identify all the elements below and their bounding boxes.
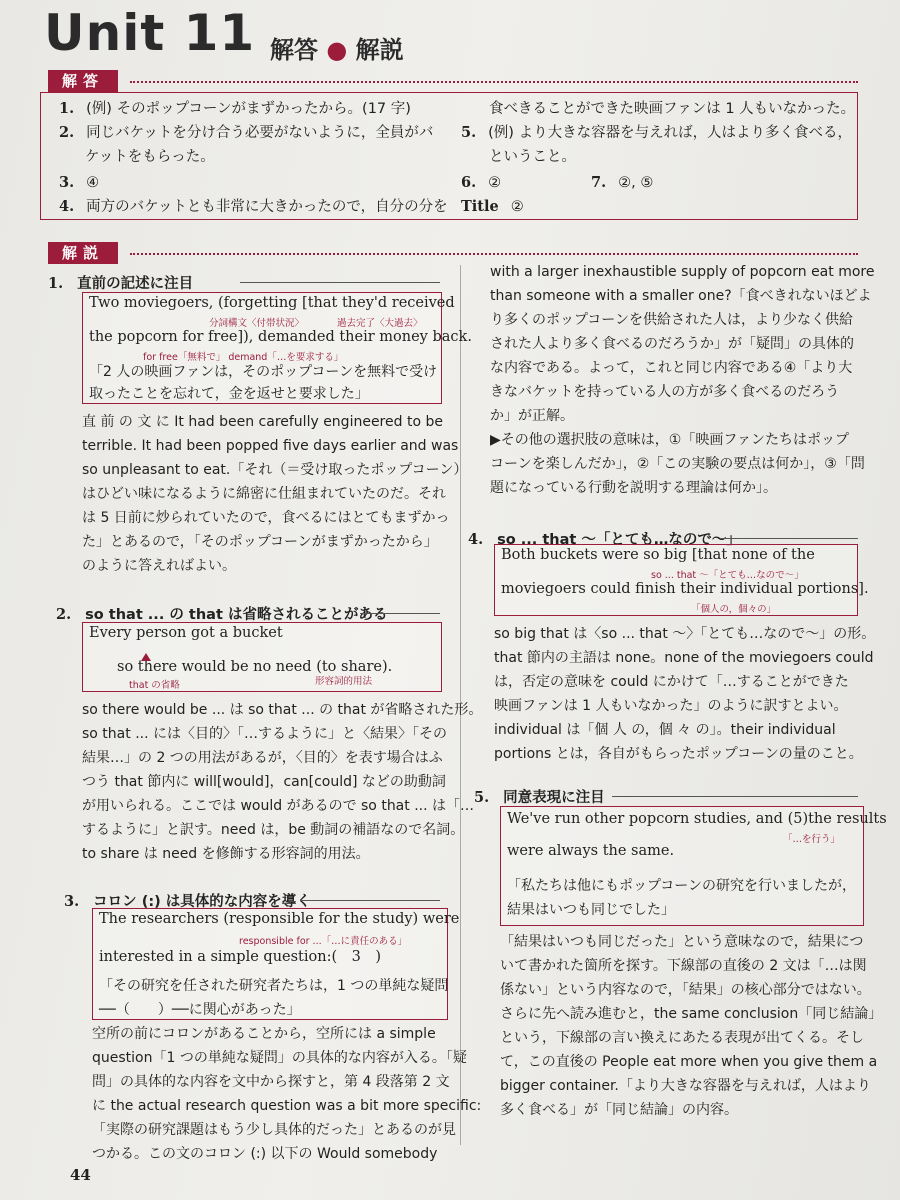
s5-body-line: bigger container.「より大きな容器を与えれば，人はより (500, 1078, 871, 1094)
section-5-rule (612, 796, 858, 797)
section-1-rule (240, 282, 440, 283)
s3-note-1: responsible for ...「…に責任のある」 (239, 936, 408, 947)
s2-note-1: that の省略 (129, 680, 180, 691)
s1-body-line: は 5 日前に炒られていたので，食べるにはとてもまずかっ (82, 510, 450, 526)
answers-label: 解答 (48, 70, 118, 92)
s3cont-body-line: コーンを楽しんだか」，②「この実験の要点は何か」，③「問 (490, 456, 865, 472)
s5-jp-line-2: 結果はいつも同じでした」 (507, 902, 675, 918)
s3cont-body-line: ▶その他の選択肢の意味は，①「映画ファンたちはポップ (490, 432, 850, 448)
s3-body-line: 問」の具体的な内容を文中から探すと，第 4 段落第 2 文 (92, 1074, 450, 1090)
answer-5-cont: ということ。 (489, 149, 576, 165)
section-1-quote-box (82, 292, 472, 404)
s4-body-line: portions とは，各自がもらったポップコーンの量のこと。 (494, 746, 863, 762)
explanation-label: 解説 (48, 242, 118, 264)
s4-body-line: that 節内の主語は none。none of the moviegoers could (494, 650, 874, 666)
s3-body-line: 空所の前にコロンがあることから，空所には a simple (92, 1026, 436, 1042)
s2-body-line: so that ... には〈目的〉「…するように」と〈結果〉「その (82, 726, 447, 742)
s3cont-body-line: きなバケットを持っている人の方が多く食べるのだろう (490, 384, 840, 400)
answer-7: 7. ②, ⑤ (591, 174, 654, 191)
s5-body-line: 「結果はいつも同じだった」という意味なので，結果につ (500, 934, 864, 950)
unit-title: Unit 11 (44, 4, 256, 62)
answer-4-cont: 食べきることができた映画ファンは 1 人もいなかった。 (489, 101, 856, 117)
s2-body-line: so there would be ... は so that ... の that が省略された形。 (82, 702, 483, 718)
s1-en-line-2: the popcorn for free]), demanded their money back. (89, 329, 472, 345)
answer-5: 5. (例) より大きな容器を与えれば，人はより多く食べる， (461, 124, 853, 141)
s2-en-line-1: Every person got a bucket (89, 625, 283, 641)
s3cont-body-line: than someone with a smaller one?「食べきれないほどよ (490, 288, 872, 304)
answer-4: 4. 両方のバケットとも非常に大きかったので，自分の分を (59, 198, 448, 215)
section-3-rule (300, 900, 440, 901)
s5-body-line: て，この直後の People eat more when you give them a (500, 1054, 878, 1070)
section-4-heading: 4. so ... that 〜「とても…なので〜」 (468, 531, 741, 548)
s4-en-line-2: moviegoers could finish their individual portions]. (501, 581, 869, 597)
s2-body-line: が用いられる。ここでは would があるので so that ... は「… (82, 798, 475, 814)
s3cont-body-line: with a larger inexhaustible supply of popcorn eat more (490, 264, 875, 280)
s4-en-line-1: Both buckets were so big [that none of the (501, 547, 815, 563)
s1-jp-line-2: 取ったことを忘れて，金を返せと要求した」 (89, 386, 369, 402)
answer-2-cont: ケットをもらった。 (85, 149, 215, 165)
s1-body-line: はひどい味になるように綿密に仕組まれていたのだ。それ (82, 486, 446, 502)
s5-body-line: 多く食べる」が「同じ結論」の内容。 (500, 1102, 738, 1118)
answer-3: 3. ④ (59, 174, 100, 191)
s5-en-line-1: We've run other popcorn studies, and (5)the results (507, 811, 887, 827)
section-5-heading: 5. 同意表現に注目 (474, 789, 605, 806)
s1-body-line: 直 前 の 文 に It had been carefully engineered to be (82, 414, 443, 430)
s3cont-body-line: り多くのポップコーンを供給された人は，より少なく供給 (490, 312, 854, 328)
s3cont-body-line: な内容である。よって，これと同じ内容である④「より大 (490, 360, 853, 376)
s2-body-line: するように」と訳す。need は，be 動詞の補語なので名詞。 (82, 822, 465, 838)
s2-body-line: つう that 節内に will[would]，can[could] などの助動詞 (82, 774, 446, 790)
s4-note-2: 「個人の，個々の」 (691, 604, 777, 615)
s2-note-2: 形容詞的用法 (315, 676, 373, 687)
s2-body-line: 結果…」の 2 つの用法があるが，〈目的〉を表す場合はふ (82, 750, 443, 766)
answer-2: 2. 同じバケットを分け合う必要がないように，全員がバ (59, 124, 434, 141)
s1-body-line: terrible. It had been popped five days earlier and was (82, 438, 459, 454)
answer-6: 6. ② (461, 174, 502, 191)
s1-body-line: た」とあるので，「そのポップコーンがまずかったから」 (82, 534, 438, 550)
s5-jp-line-1: 「私たちは他にもポップコーンの研究を行いましたが， (507, 878, 857, 894)
s4-body-line: so big that は〈so ... that 〜〉「とても…なので〜」の形。 (494, 626, 876, 642)
s1-body-line: so unpleasant to eat.「それ（＝受け取ったポップコーン） (82, 462, 468, 478)
subtitle-dot: ● (326, 36, 348, 64)
section-4-rule (720, 538, 858, 539)
s5-body-line: という，下線部の言い換えにあたる表現が出てくる。そし (500, 1030, 864, 1046)
page-number: 44 (70, 1166, 91, 1184)
s5-en-line-2: were always the same. (507, 843, 675, 859)
section-4-quote-box (494, 544, 869, 616)
s3-body-line: に the actual research question was a bit more specific: (92, 1098, 482, 1114)
s4-body-line: 映画ファンは 1 人もいなかった」のように訳すとよい。 (494, 698, 848, 714)
s3-body-line: 「実際の研究課題はもう少し具体的だった」とあるのが見 (92, 1122, 456, 1138)
section-2-quote-box (82, 622, 442, 692)
s1-jp-line-1: 「2 人の映画ファンは，そのポップコーンを無料で受け (89, 364, 438, 380)
s3cont-body-line: 題になっている行動を説明する理論は何か」。 (490, 480, 777, 496)
section-3-heading: 3. コロン (:) は具体的な内容を導く (64, 893, 311, 910)
answer-title: Title ② (461, 198, 524, 215)
subtitle-explanation: 解説 (355, 36, 404, 64)
s3-en-line-1: The researchers (responsible for the study) were (99, 911, 460, 927)
section-1-heading: 1. 直前の記述に注目 (48, 275, 194, 292)
s5-note-1: 「…を行う」 (783, 834, 841, 845)
s4-body-line: individual は「個 人 の，個 々 の」。their individual (494, 722, 836, 738)
answers-box (40, 92, 858, 220)
section-3-quote-box (92, 908, 460, 1020)
subtitle-answers: 解答 (270, 36, 318, 64)
s3cont-body-line: された人より多く食べるのだろうか」が「疑問」の具体的 (490, 336, 854, 352)
s1-body-line: のように答えればよい。 (82, 558, 236, 574)
answers-label-line (130, 81, 858, 83)
unit-subtitle (270, 30, 404, 65)
explanation-label-line (130, 253, 858, 255)
s5-body-line: さらに先へ読み進むと，the same conclusion「同じ結論」 (500, 1006, 883, 1022)
s4-note-1: so ... that 〜「とても…なので〜」 (651, 570, 804, 581)
s3-body-line: つかる。この文のコロン (:) 以下の Would somebody (92, 1146, 438, 1162)
section-2-rule (360, 613, 440, 614)
s3-body-line: question「1 つの単純な疑問」の具体的な内容が入る。「疑 (92, 1050, 467, 1066)
s2-body-line: to share は need を修飾する形容詞的用法。 (82, 846, 370, 862)
s5-body-line: 係ない」という内容なので，「結果」の核心部分ではない。 (500, 982, 871, 998)
answer-1: 1. (例) そのポップコーンがまずかったから。(17 字) (59, 100, 411, 117)
s1-en-line-1: Two moviegoers, (forgetting [that they'd received (89, 295, 455, 311)
section-5-quote-box (500, 806, 887, 926)
s3cont-body-line: か」が正解。 (490, 408, 574, 424)
s1-note-1: 分詞構文〈付帯状況〉 (209, 318, 305, 329)
s3-en-line-2: interested in a simple question:( 3 ) (99, 949, 382, 965)
s1-note-2: 過去完了〈大過去〉 (337, 318, 423, 329)
s1-note-3: for free「無料で」 demand「…を要求する」 (143, 352, 344, 363)
s4-body-line: は，否定の意味を could にかけて「…することができた (494, 674, 849, 690)
section-2-heading: 2. so that ... の that は省略されることがある (56, 606, 388, 623)
s3-jp-line-1: 「その研究を任された研究者たちは，1 つの単純な疑問 (99, 978, 449, 994)
caret-icon (141, 653, 151, 661)
s2-en-line-2: so there would be no need (to share). (117, 659, 393, 675)
s3-jp-line-2: ──（ ）──に関心があった」 (99, 1002, 301, 1018)
s5-body-line: いて書かれた箇所を探す。下線部の直後の 2 文は「…は関 (500, 958, 867, 974)
